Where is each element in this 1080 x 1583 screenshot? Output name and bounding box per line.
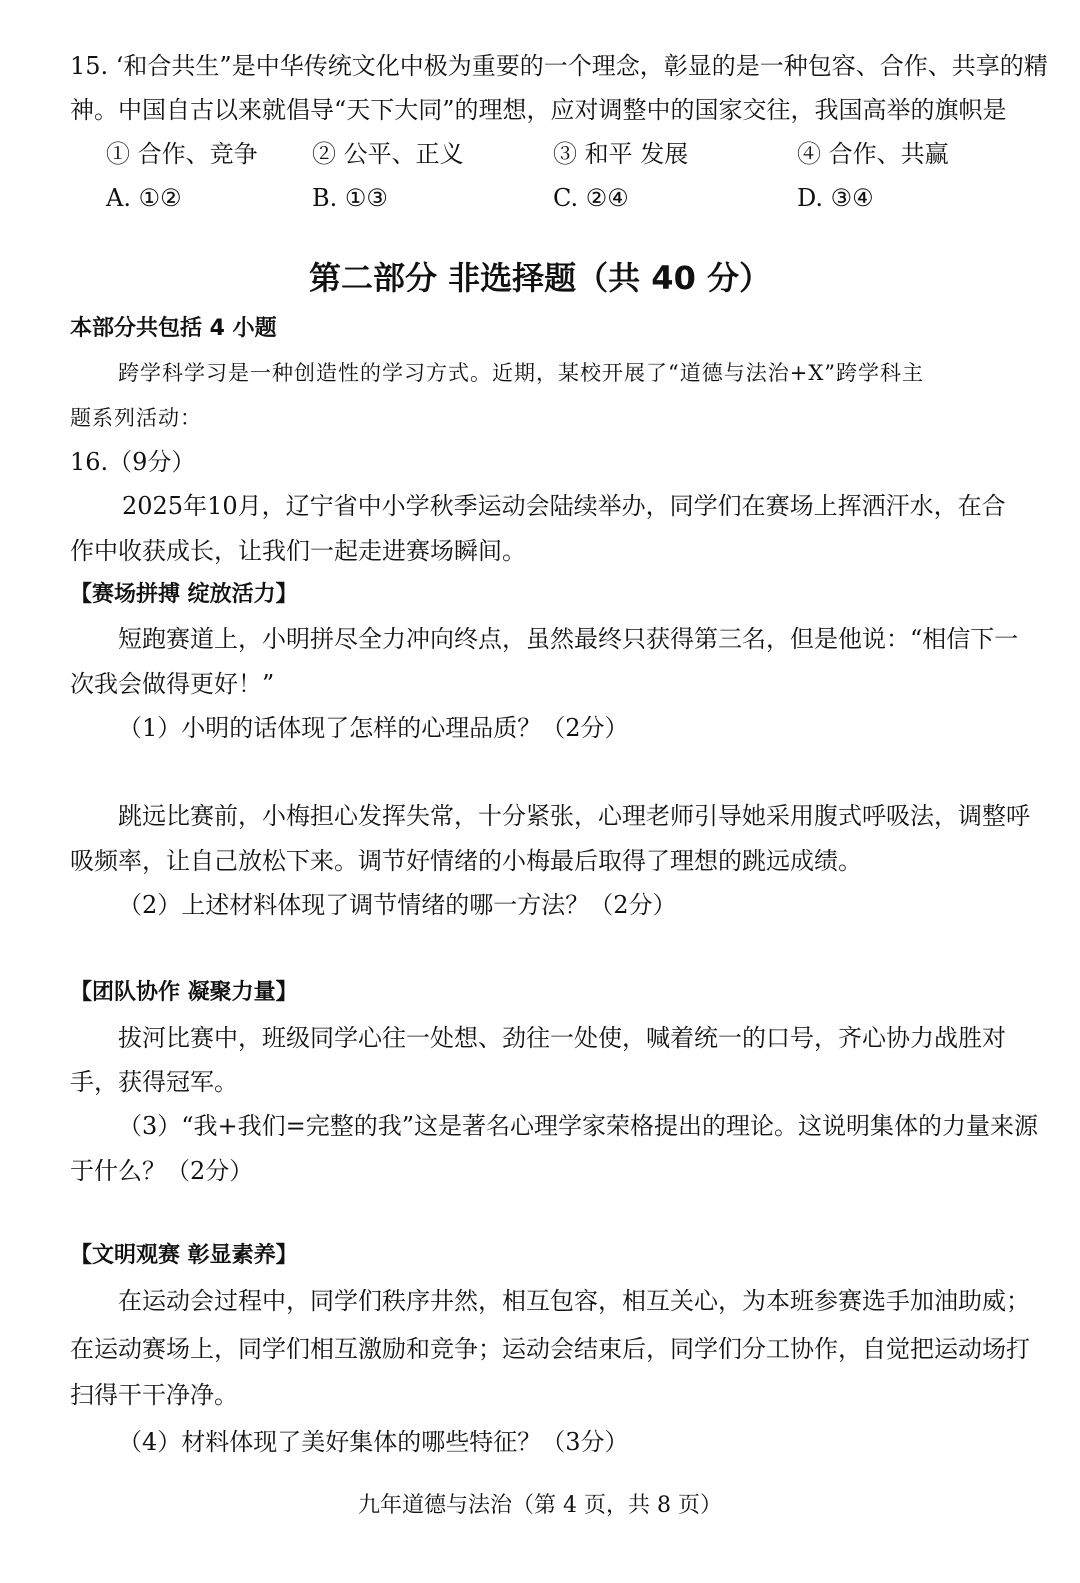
- section-title-1: 【赛场拼搏 绽放活力】: [70, 582, 298, 607]
- section-1-text-line-2: 次我会做得更好！”: [70, 670, 275, 698]
- question-15-line-2: 神。中国自古以来就倡导“天下大同”的理想，应对调整中的国家交往，我国高举的旗帜是: [70, 96, 1007, 124]
- sub-question-3-line-2: 于什么？（2分）: [70, 1157, 254, 1185]
- choice-d: D. ③④: [797, 184, 874, 212]
- option-item-3: ③ 和平 发展: [553, 140, 689, 168]
- material-line-2: 作中收获成长，让我们一起走进赛场瞬间。: [70, 537, 526, 565]
- choice-a: A. ①②: [106, 184, 182, 212]
- section-3-text-line-2: 在运动赛场上，同学们相互激励和竞争；运动会结束后，同学们分工协作，自觉把运动场打: [70, 1335, 1030, 1363]
- sub-question-4: （4）材料体现了美好集体的哪些特征？（3分）: [118, 1428, 629, 1456]
- part-two-title: 第二部分 非选择题（共 40 分）: [309, 259, 771, 297]
- question-15-line-1: 15. ‘和合共生”是中华传统文化中极为重要的一个理念，彰显的是一种包容、合作、共享的精: [70, 52, 1048, 80]
- section-1b-text-line-2: 吸频率，让自己放松下来。调节好情绪的小梅最后取得了理想的跳远成绩。: [70, 847, 862, 875]
- option-item-1: ① 合作、竞争: [106, 140, 258, 168]
- material-line-1: 2025年10月，辽宁省中小学秋季运动会陆续举办，同学们在赛场上挥洒汗水，在合: [122, 492, 1006, 520]
- section-2-text-line-2: 手，获得冠军。: [70, 1068, 238, 1096]
- intro-line-2: 题系列活动：: [70, 406, 202, 430]
- option-item-4: ④ 合作、共赢: [797, 140, 949, 168]
- page-footer: 九年道德与法治（第 4 页，共 8 页）: [358, 1493, 722, 1518]
- section-3-text-line-1: 在运动会过程中，同学们秩序井然，相互包容，相互关心，为本班参赛选手加油助威；: [118, 1287, 1030, 1315]
- sub-question-2: （2）上述材料体现了调节情绪的哪一方法？（2分）: [118, 891, 677, 919]
- choice-b: B. ①③: [312, 184, 388, 212]
- section-2-text-line-1: 拔河比赛中，班级同学心往一处想、劲往一处使，喊着统一的口号，齐心协力战胜对: [118, 1024, 1006, 1052]
- option-item-2: ② 公平、正义: [312, 140, 464, 168]
- sub-question-3-line-1: （3）“我+我们=完整的我”这是著名心理学家荣格提出的理论。这说明集体的力量来源: [118, 1112, 1039, 1140]
- section-title-2: 【团队协作 凝聚力量】: [70, 980, 298, 1005]
- section-3-text-line-3: 扫得干干净净。: [70, 1381, 238, 1409]
- part-two-note: 本部分共包括 4 小题: [70, 316, 277, 341]
- section-title-3: 【文明观赛 彰显素养】: [70, 1243, 298, 1268]
- question-16-number: 16.（9分）: [70, 448, 196, 476]
- sub-question-1: （1）小明的话体现了怎样的心理品质？（2分）: [118, 714, 629, 742]
- choice-c: C. ②④: [553, 184, 629, 212]
- intro-line-1: 跨学科学习是一种创造性的学习方式。近期，某校开展了“道德与法治+X”跨学科主: [118, 361, 925, 385]
- section-1-text-line-1: 短跑赛道上，小明拼尽全力冲向终点，虽然最终只获得第三名，但是他说：“相信下一: [118, 625, 1019, 653]
- section-1b-text-line-1: 跳远比赛前，小梅担心发挥失常，十分紧张，心理老师引导她采用腹式呼吸法，调整呼: [118, 802, 1030, 830]
